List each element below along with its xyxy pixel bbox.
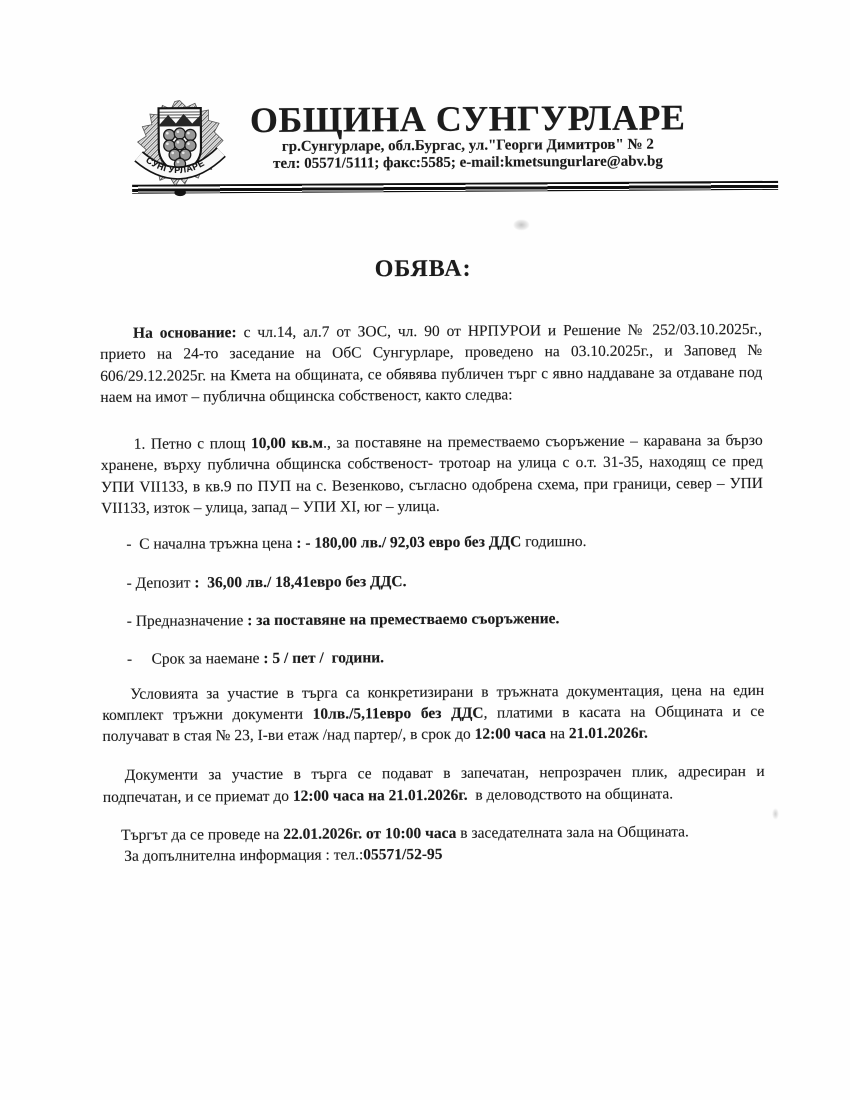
scan-speck xyxy=(513,219,529,230)
paragraph-legal-basis: На основание: с чл.14, ал.7 от ЗОС, чл. 90 от НРПУРОИ и Решение № 252/03.10.2025г., прието на 24-то заседание на ОбС Сунгурларе, проведено на 03.10.2025г., и Заповед № 606/29.12.2025г. на Кмета на общината, се обявява публичен търг с явно наддаване за отдаване под наем на имот – публична общинска собственост, както следва: xyxy=(100,320,763,406)
scan-speck xyxy=(772,808,779,820)
bullet-lease-term: - Срок за наемане : 5 / пет / години. xyxy=(126,649,385,669)
letterhead-divider-rule xyxy=(132,181,778,194)
bullet-purpose: - Предназначение : за поставяне на преместваемо съоръжение. xyxy=(126,610,560,630)
logo-banner-text: СУНГУРЛАРЕ xyxy=(144,154,207,176)
paragraph-property-item-1: 1. Петно с площ 10,00 кв.м., за поставяне на преместваемо съоръжение – каравана за бързо хранене, върху публична общинска собственост- тротоар на улица с о.т. 31-35, находящ се пред УПИ VII133, в кв.9 по ПУП на с. Везенково, съгласно одобрена схема, при граници, север – УПИ VII133, изток – улица, запад – УПИ XI, юг – улица. xyxy=(100,432,763,518)
paragraph-additional-info: За допълнителна информация : тел.:05571/52-95 xyxy=(124,846,443,866)
bullet-deposit: - Депозит : 36,00 лв./ 18,41евро без ДДС. xyxy=(126,572,407,592)
letterhead xyxy=(235,99,701,172)
organization-name: ОБЩИНА СУНГУРЛАРЕ xyxy=(249,97,686,141)
bullet-starting-price: - С начална тръжна цена : - 180,00 лв./ 92,03 евро без ДДС годишно. xyxy=(126,533,587,554)
paragraph-auction-date: Търгът да се проведе на 22.01.2026г. от 10:00 часа в заседателната зала на Общината. xyxy=(121,823,689,844)
organization-contacts: тел: 05571/5111; факс:5585; e-mail:kmetsungurlare@abv.bg xyxy=(273,153,663,172)
paragraph-participation-conditions: Условията за участие в търга са конкретизирани в тръжната документация, цена на един комплект тръжни документи 10лв./5,11евро без ДДС, платими в касата на Общината и се получават в стая № 23, I-ви етаж /над партер/, в срок до 12:00 часа на 21.01.2026г. xyxy=(102,681,765,746)
document-body xyxy=(100,253,766,868)
paragraph-documents-submission: Документи за участие в търга се подават в запечатан, непрозрачен плик, адресиран и подпечатан, и се приемат до 12:00 часа на 21.01.2026г. в деловодството на общината. xyxy=(102,763,765,806)
document-title: ОБЯВА: xyxy=(374,255,472,283)
organization-address: гр.Сунгурларе, обл.Бургас, ул."Георги Димитров" № 2 xyxy=(281,137,654,156)
